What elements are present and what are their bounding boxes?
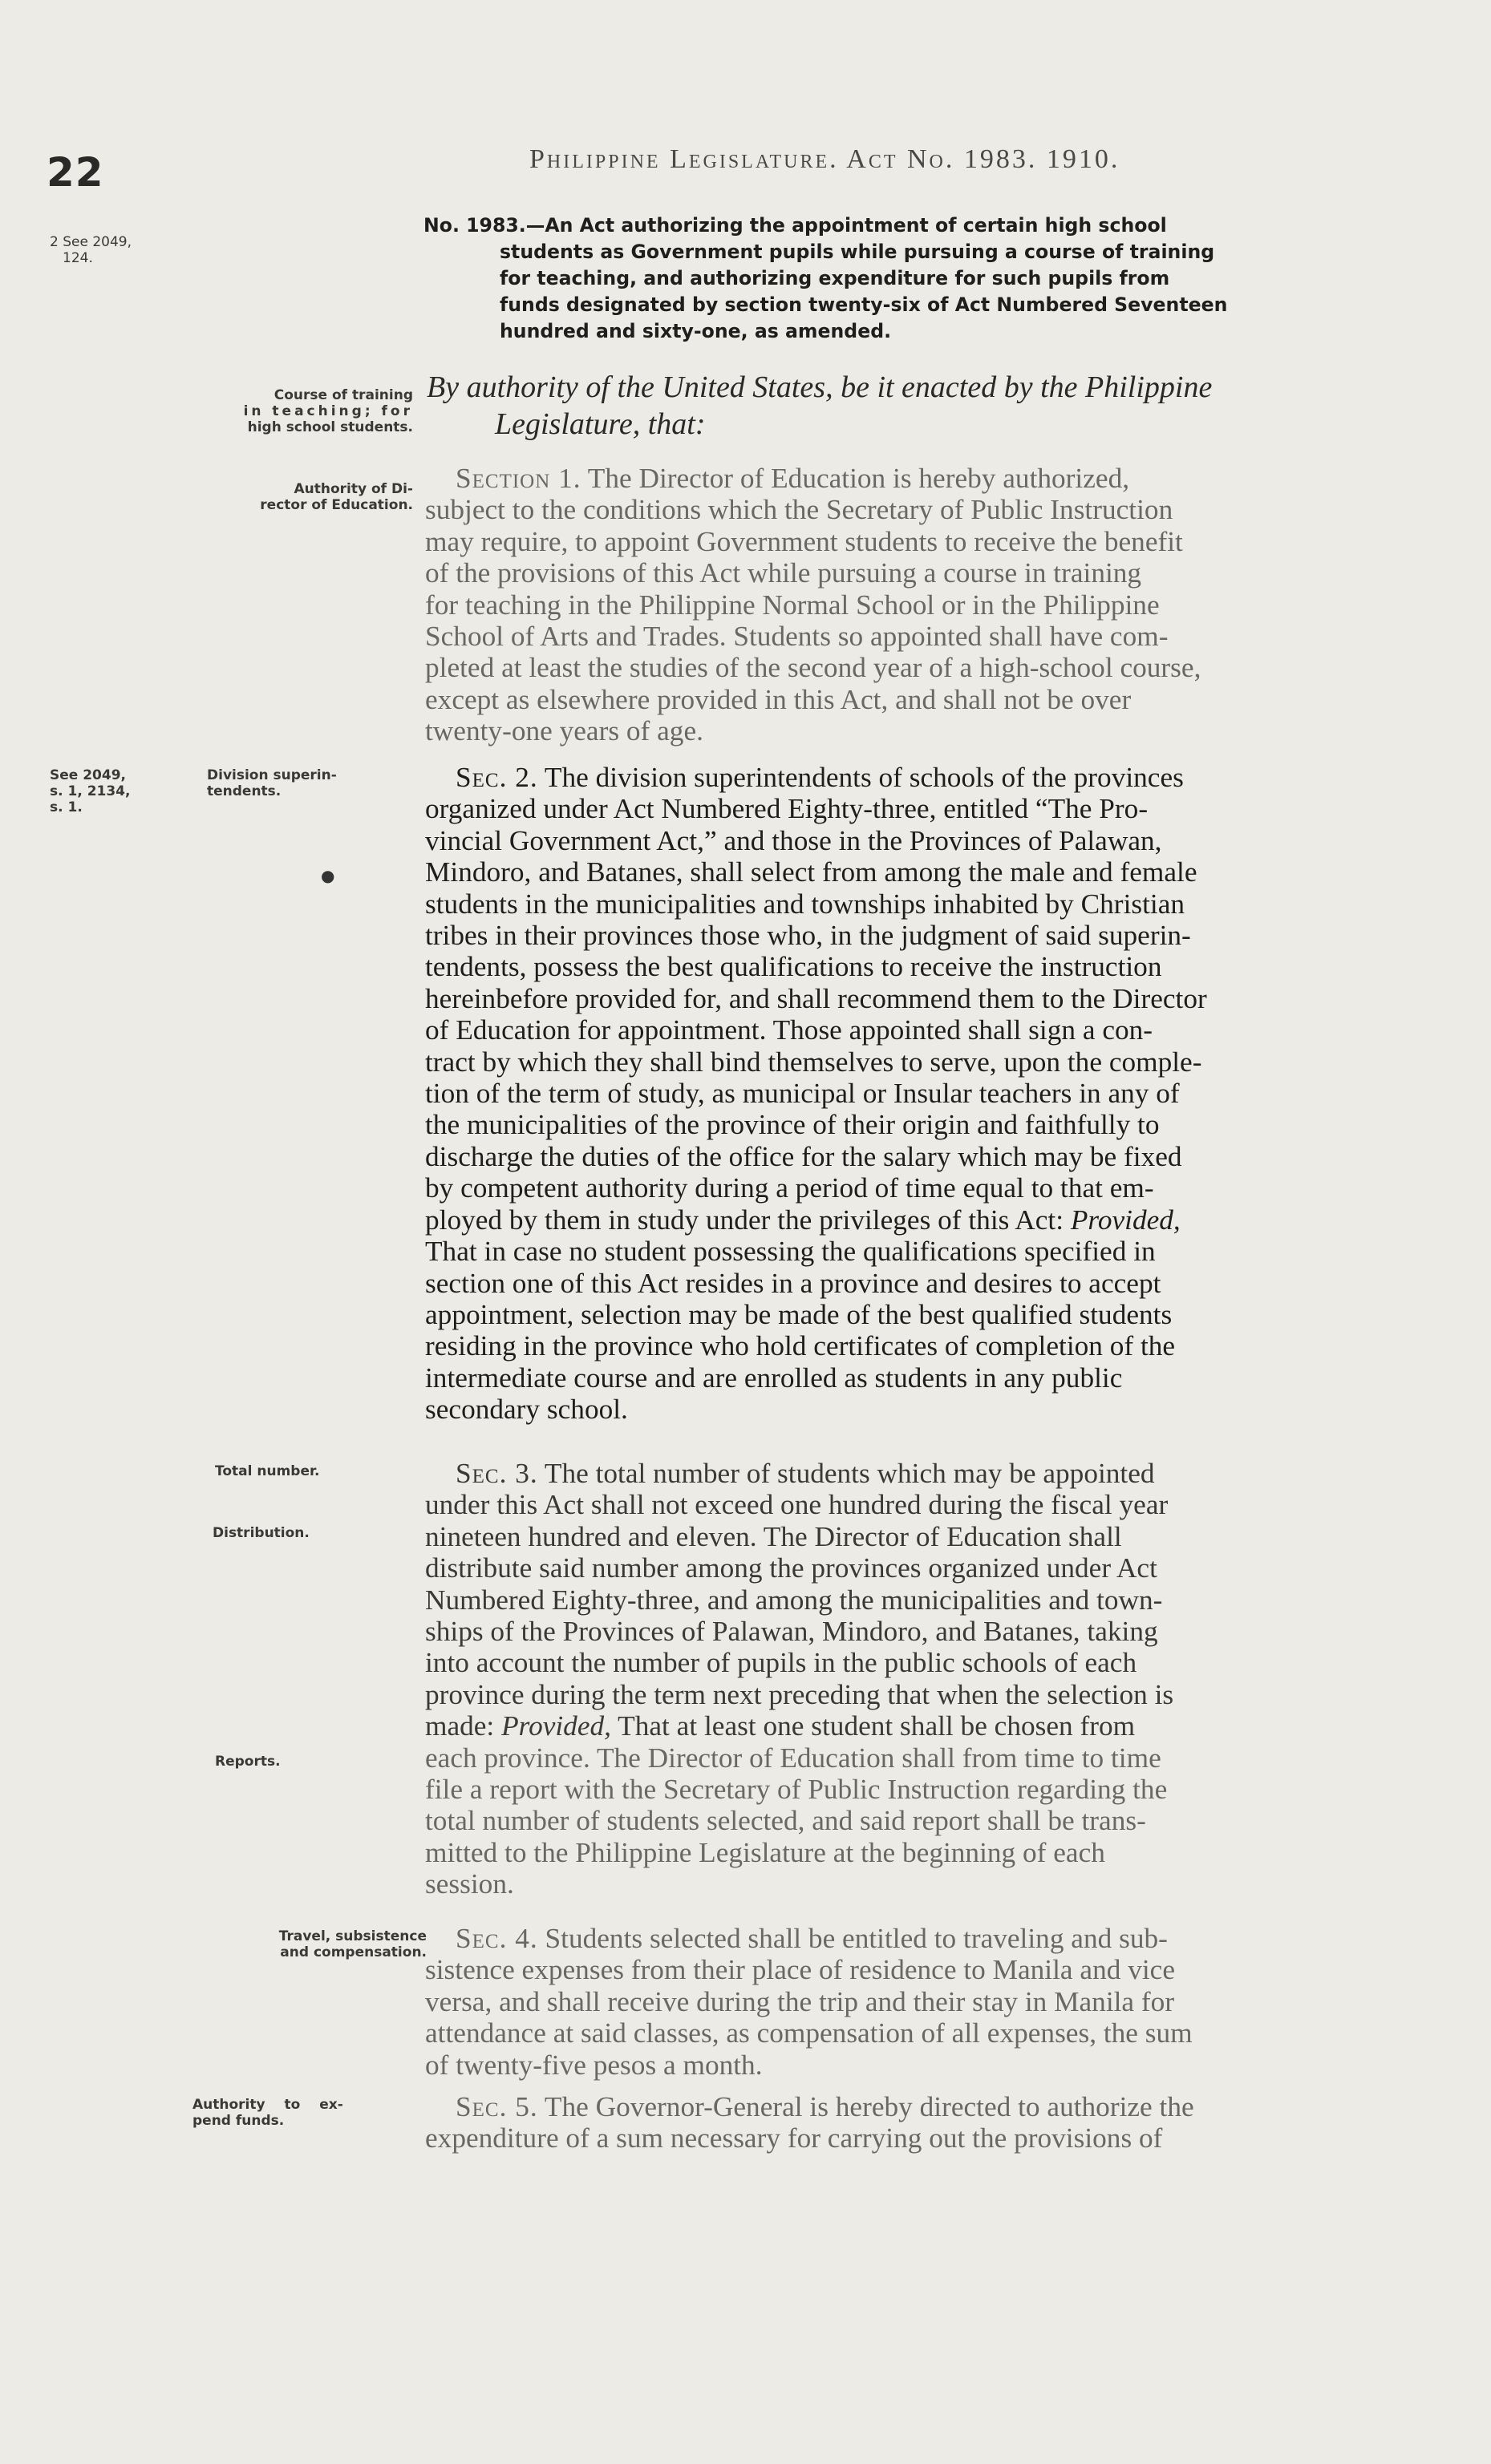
page-number: 22 — [47, 149, 104, 196]
margin-note-division-superintendents: Division superin- tendents. — [207, 767, 337, 799]
margin-note-total-number: Total number. — [215, 1463, 320, 1479]
act-title: No. 1983.—An Act authorizing the appointment of certain high school students as Government pupils while pursuing a course of training for teaching, and authorizing expenditure for such pupils from funds designated by section twenty-six of Act Numbered Seventeen hundred and sixty-one, as amended. — [423, 214, 1228, 342]
section-4: Sec. 4. Students selected shall be entitled to traveling and sub- sistence expenses from their place of residence to Manila and vice versa, and shall receive during the trip and their stay in Manila for attendance at said classes, as compensation of all expenses, the sum of twenty-five pesos a month. — [425, 1923, 1193, 2081]
running-head: Philippine Legislature. Act No. 1983. 1910. — [529, 144, 1120, 174]
margin-note-travel: Travel, subsistence and compensation. — [278, 1928, 427, 1960]
section-4-label: Sec. 4. — [456, 1923, 538, 1954]
section-5-label: Sec. 5. — [456, 2091, 538, 2122]
section-2: Sec. 2. The division superintendents of schools of the provinces organized under Act Numbered Eighty-three, entitled “The Pro- vincial Government Act,” and those in the Provinces of Palawan, Mindoro, and Batanes, shall select from among the male and female students in the municipalities and townships inhabited by Christian tribes in their provinces those who, in the judgment of said superin- tendents, possess the best qualifications to receive the instruction hereinbefore provided for, and shall recommend them to the Director of Education for appointment. Those appointed shall sign a con- tract by which they shall bind themselves to serve, upon the comple- tion of the term of study, as municipal or Insular teachers in any of the municipalities of the province of their origin and faithfully to discharge the duties of the office for the salary which may be fixed by competent authority during a period of time equal to that em- ployed by them in study under the privileges of this Act: Provided, That in case no student possessing the qualifications specified in section one of this Act resides in a province and desires to accept appointment, selection may be made of the best qualified students residing in the province who hold certificates of completion of the intermediate course and are enrolled as students in any public secondary school. — [425, 762, 1207, 1426]
section-1: Section 1. The Director of Education is hereby authorized, subject to the conditions which the Secretary of Public Instruction may require, to appoint Government students to receive the benefit of the provisions of this Act while pursuing a course in training for teaching in the Philippine Normal School or in the Philippine School of Arts and Trades. Students so appointed shall have com- pleted at least the studies of the second year of a high-school course, except as elsewhere provided in this Act, and shall not be over twenty-one years of age. — [425, 463, 1201, 747]
section-1-label: Section 1. — [456, 463, 581, 494]
section-3-label: Sec. 3. — [456, 1458, 538, 1489]
margin-note-authority-expend: Authority to ex- pend funds. — [192, 2097, 343, 2129]
margin-note-see-2049: See 2049, s. 1, 2134, s. 1. — [50, 767, 131, 815]
margin-note-reports: Reports. — [215, 1754, 281, 1770]
section-5: Sec. 5. The Governor-General is hereby directed to authorize the expenditure of a sum necessary for carrying out the provisions of — [425, 2091, 1194, 2154]
margin-note-authority-director: Authority of Di- rector of Education. — [260, 481, 413, 513]
enacting-clause: By authority of the United States, be it enacted by the Philippine Legislature, that: — [427, 370, 1213, 441]
section-2-label: Sec. 2. — [456, 762, 538, 793]
margin-note-course-of-training: Course of training in teaching; for high school students. — [243, 387, 413, 435]
stray-mark: ● — [321, 866, 335, 885]
margin-note-distribution: Distribution. — [213, 1525, 310, 1541]
section-3: Sec. 3. The total number of students which may be appointed under this Act shall not exceed one hundred during the fiscal year nineteen hundred and eleven. The Director of Education shall distribute said number among the provinces organized under Act Numbered Eighty-three, and among the municipalities and town- ships of the Provinces of Palawan, Mindoro, and Batanes, taking into account the number of pupils in the public schools of each province during the term next preceding that when the selection is made: Provided, That at least one student shall be chosen from each province. The Director of Education shall from time to time file a report with the Secretary of Public Instruction regarding the total number of students selected, and said report shall be trans- mitted to the Philippine Legislature at the beginning of each session. — [425, 1458, 1174, 1900]
margin-note-cross-ref: 2 See 2049, 124. — [50, 234, 132, 266]
